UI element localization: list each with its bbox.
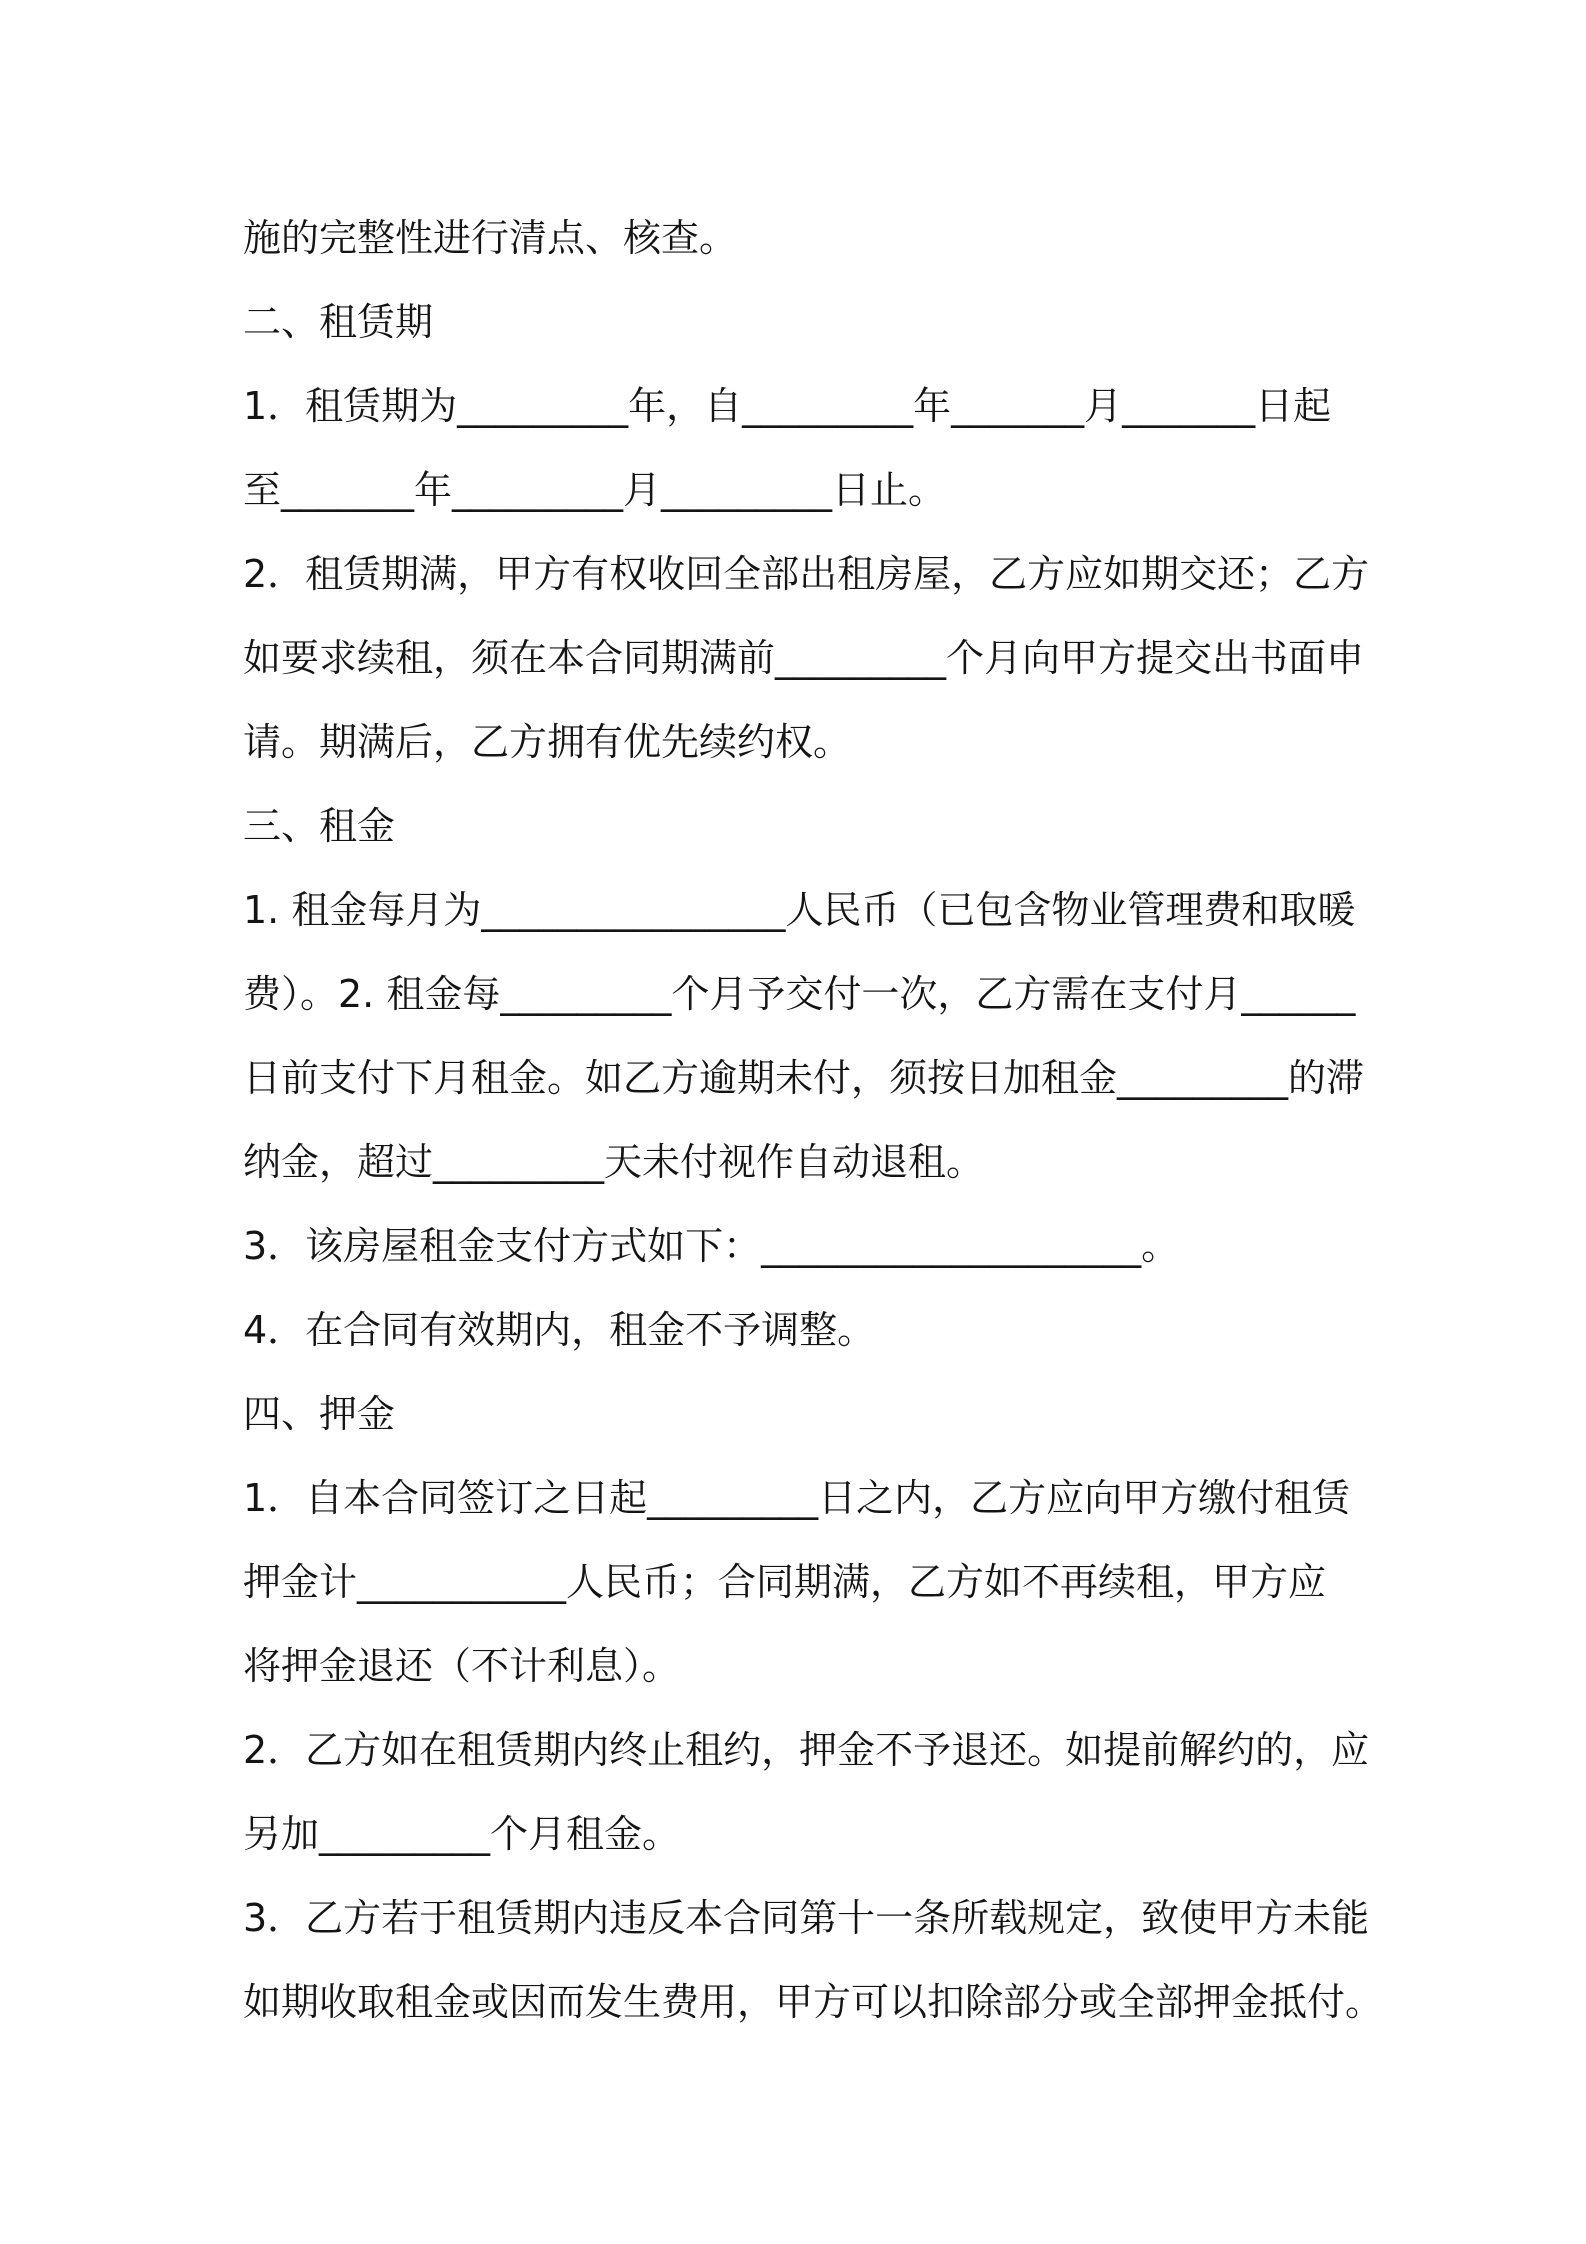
text-line: 如期收取租金或因而发生费用，甲方可以扣除部分或全部押金抵付。 xyxy=(243,1980,1384,2024)
text-line: 费）。2. 租金每_________个月予交付一次，乙方需在支付月______ xyxy=(243,972,1356,1016)
text-line: 将押金退还（不计利息）。 xyxy=(243,1644,681,1688)
text-line: 请。期满后，乙方拥有优先续约权。 xyxy=(243,720,852,764)
section-heading-lease-term: 二、租赁期 xyxy=(243,300,434,344)
text-line: 1. 租金每月为________________人民币（已包含物业管理费和取暖 xyxy=(243,888,1356,932)
text-line: 押金计___________人民币；合同期满，乙方如不再续租，甲方应 xyxy=(243,1560,1327,1604)
text-line: 另加_________个月租金。 xyxy=(243,1812,681,1856)
section-heading-deposit: 四、押金 xyxy=(243,1392,396,1436)
text-line: 1．自本合同签订之日起_________日之内，乙方应向甲方缴付租赁 xyxy=(243,1476,1351,1520)
text-line: 2．乙方如在租赁期内终止租约，押金不予退还。如提前解约的，应 xyxy=(243,1728,1370,1772)
text-line: 如要求续租，须在本合同期满前_________个月向甲方提交出书面申 xyxy=(243,636,1365,680)
text-line: 3．该房屋租金支付方式如下：____________________。 xyxy=(243,1224,1180,1268)
text-line: 纳金，超过_________天未付视作自动退租。 xyxy=(243,1140,985,1184)
text-line: 1．租赁期为_________年，自_________年_______月_______日起 xyxy=(243,384,1332,428)
document-body xyxy=(243,196,1384,2044)
section-heading-rent: 三、租金 xyxy=(243,804,396,848)
text-line: 施的完整性进行清点、核查。 xyxy=(243,216,738,260)
text-line: 日前支付下月租金。如乙方逾期未付，须按日加租金_________的滞 xyxy=(243,1056,1365,1100)
text-line: 4．在合同有效期内，租金不予调整。 xyxy=(243,1308,876,1352)
text-line: 2．租赁期满，甲方有权收回全部出租房屋，乙方应如期交还；乙方 xyxy=(243,552,1370,596)
text-line: 至_______年_________月_________日止。 xyxy=(243,468,947,512)
text-line: 3．乙方若于租赁期内违反本合同第十一条所载规定，致使甲方未能 xyxy=(243,1896,1370,1940)
